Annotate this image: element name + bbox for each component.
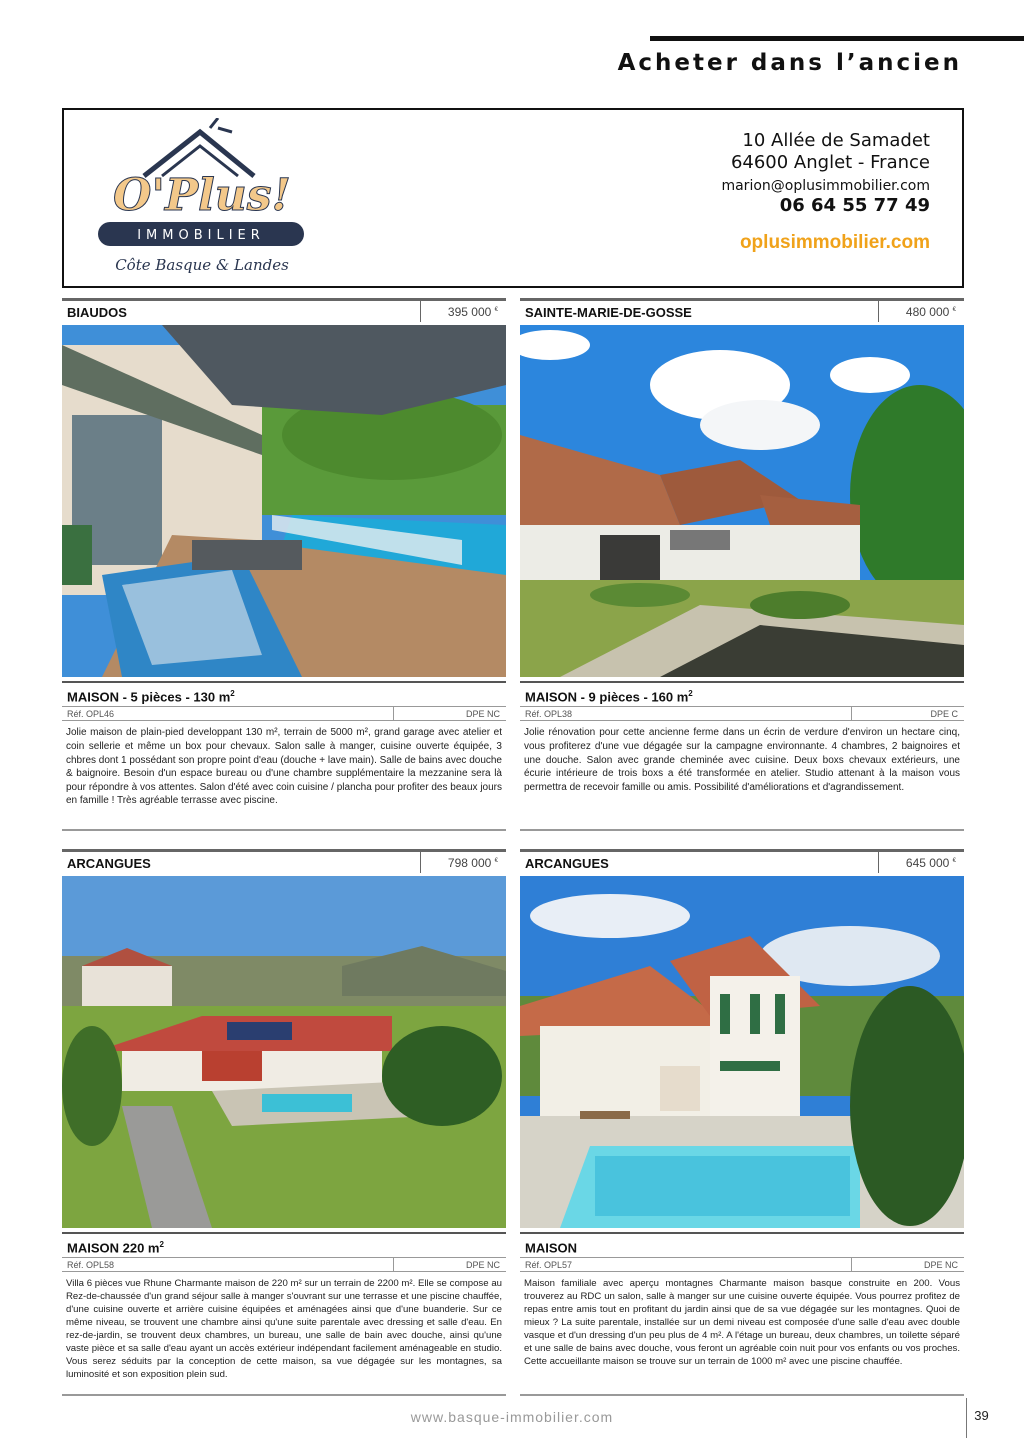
listing-photo (520, 325, 964, 677)
listing-description: Maison familiale avec aperçu montagnes Charmante maison basque construite en 200. Vous trouverez au RDC un salon, salle à manger sur une cuisine ouverte équipée. Vous pourrez profitez de repas entre amis tout en profitant du jardin ainsi que de sa vue dégagée sur les montagnes. Quoi de mieux ? La suite parentale, installée sur un demi niveau est composée d'une salle d'eau avec double vasque et d'un dressing d'un peu plus de 4 m². A l'étage un bureau, deux chambres, un toilette séparé et une salle de bains avec douche, vous feront un agréable coin nuit pour vos enfants ou vos proches. Cette accueillante maison se trouve sur un terrain de 1000 m² avec une piscine chauffée. (524, 1278, 960, 1368)
logo-tagline: Côte Basque & Landes (115, 256, 289, 274)
listing-card (62, 298, 506, 831)
listing-ref: Réf. OPL57 (520, 1258, 852, 1271)
page-number: 39 (966, 1398, 996, 1438)
listing-ref: Réf. OPL46 (62, 707, 394, 720)
agency-box (62, 108, 964, 288)
listing-type: MAISON (520, 1232, 964, 1257)
listing-city: SAINTE-MARIE-DE-GOSSE (525, 305, 692, 320)
listing-dpe: DPE C (930, 709, 958, 720)
listing-price: 645 000 € (878, 852, 964, 873)
agency-phone[interactable]: 06 64 55 77 49 (779, 195, 930, 216)
footer-website[interactable]: www.basque-immobilier.com (410, 1409, 614, 1425)
listing-price: 480 000 € (878, 301, 964, 322)
listing-ref: Réf. OPL58 (62, 1258, 394, 1271)
listing-price: 798 000 € (420, 852, 506, 873)
listing-card (520, 298, 964, 831)
listing-photo (520, 876, 964, 1228)
listing-photo (62, 876, 506, 1228)
listing-type: MAISON 220 $m^2$ (62, 1232, 506, 1257)
listing-card (62, 849, 506, 1396)
listing-photo (62, 325, 506, 677)
header-rule (650, 36, 1024, 41)
agency-website[interactable]: oplusimmobilier.com (739, 232, 930, 253)
agency-email[interactable]: marion@oplusimmobilier.com (721, 178, 930, 194)
listing-dpe: DPE NC (923, 1260, 958, 1271)
listing-type: MAISON - 9 pièces - 160 $m^2$ (520, 681, 964, 706)
address-line-2: 64600 Anglet - France (730, 152, 930, 173)
listing-description: Jolie maison de plain-pied developpant 130 m², terrain de 5000 m², grand garage avec atelier et coin sellerie et même un box pour chevaux. Salon salle à manger, cuisine ouverte équipée, 3 chbres dont 1 possédant son propre point d'eau (douche + lave main). Salle de bains avec douche & baignoire. Besoin d'un espace bureau ou d'une chambre supplémentaire la mezzanine sera là pour répondre à vos attentes. Salon d'été avec coin cuisine / plancha pour profiter des beaux jours en famille ! Très agréable terrasse avec piscine. (66, 727, 502, 807)
listing-ref: Réf. OPL38 (520, 707, 852, 720)
listing-city: BIAUDOS (67, 305, 127, 320)
listing-description: Jolie rénovation pour cette ancienne ferme dans un écrin de verdure d'environ un hectare cinq, vous profiterez d'une vue dégagée sur la campagne environnante. 4 chambres, 2 baignoires et une douche. Salon avec grande cheminée avec cuisine. Deux boxs chevaux extérieurs, une écurie intérieure de trois boxs a été transformée en atelier. Studio attenant à la maison vous permettra de recevoir famille ou amis. Possibilité d'améliorations et d'agrandissement. (524, 727, 960, 793)
section-title: Acheter dans l’ancien (617, 50, 962, 76)
listing-card (520, 849, 964, 1396)
logo-sub: IMMOBILIER (137, 228, 265, 243)
agency-contact (721, 130, 930, 254)
listing-city: ARCANGUES (525, 856, 609, 871)
listing-dpe: DPE NC (465, 1260, 500, 1271)
listing-city: ARCANGUES (67, 856, 151, 871)
listing-price: 395 000 € (420, 301, 506, 322)
logo-wordmark: O'Plus! (113, 170, 291, 221)
listing-description: Villa 6 pièces vue Rhune Charmante maison de 220 m² sur un terrain de 2200 m². Elle se compose au Rez-de-chaussée d'un grand séjour salle à manger s'ouvrant sur une terrasse et une piscine chauffée, d'une cuisine ouverte et arrière cuisine équipées et aménagées ainsi que d'une buanderie. Sur ce même niveau, se trouvent une chambre ainsi qu'une suite parentale avec dressing et salle d'eau. En rez-de-jardin, se trouvent deux chambres, un bureau, une salle de bain avec douche, ainsi qu'une vaste pièce et sa salle d'eau ayant un accès extérieur indépendant facilement aménageable en studio. Vous serez séduits par la conception de cette maison, sa vue dégagée sur les montagnes, sa luminosité et son exposition plein sud. (66, 1278, 502, 1381)
agency-logo (92, 118, 312, 278)
listing-dpe: DPE NC (465, 709, 500, 720)
address-line-1: 10 Allée de Samadet (742, 130, 930, 151)
listing-type: MAISON - 5 pièces - 130 $m^2$ (62, 681, 506, 706)
